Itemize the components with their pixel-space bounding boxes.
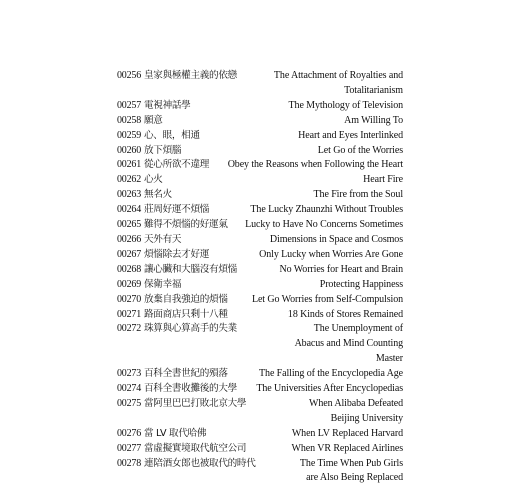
toc-entry	[117, 263, 403, 278]
toc-entry	[117, 129, 403, 144]
chinese-title: 天外有天	[144, 233, 182, 245]
entry-number: 00256	[117, 70, 142, 81]
toc-entry	[117, 308, 403, 323]
english-title: Obey the Reasons when Following the Heart	[227, 159, 403, 171]
toc-entry	[117, 293, 403, 308]
entry-number: 00270	[117, 293, 142, 305]
chinese-title: 電視神話學	[144, 99, 191, 111]
english-title: Lucky to Have No Concerns Sometimes	[245, 219, 403, 231]
entry-number: 00275	[117, 397, 142, 409]
english-title: When Alibaba Defeated Beijing University	[309, 397, 403, 424]
toc-entry	[117, 158, 403, 173]
toc-entry	[117, 442, 403, 457]
toc-entry	[117, 382, 403, 397]
entry-number: 00274	[117, 383, 142, 395]
toc-entry	[117, 114, 403, 129]
chinese-title: 連陪酒女郎也被取代的時代	[144, 457, 256, 469]
english-title: Let Go Worries from Self-Compulsion	[251, 293, 403, 305]
entry-number: 00262	[117, 174, 142, 186]
english-title: Dimensions in Space and Cosmos	[269, 233, 403, 245]
table-of-contents	[117, 69, 403, 486]
entry-number: 00258	[117, 114, 142, 126]
english-title: No Worries for Heart and Brain	[279, 263, 403, 275]
english-title: Heart Fire	[363, 174, 403, 186]
toc-entry	[117, 248, 403, 263]
chinese-title: 心火	[144, 174, 163, 186]
chinese-title: 當虛擬實境取代航空公司	[144, 442, 247, 454]
chinese-title: 煩惱除去才好運	[144, 248, 210, 260]
entry-number: 00257	[117, 99, 142, 111]
toc-entry	[117, 278, 403, 293]
chinese-title: 珠算與心算高手的失業	[144, 323, 237, 335]
entry-number: 00268	[117, 263, 142, 275]
chinese-title: 路面商店只剩十八種	[144, 308, 228, 320]
entry-number: 00277	[117, 442, 142, 454]
toc-entry	[117, 99, 403, 114]
entry-number: 00261	[117, 159, 142, 171]
english-title: Let Go of the Worries	[317, 144, 403, 156]
chinese-title: 當阿里巴巴打敗北京大學	[144, 397, 247, 409]
english-title: The Unemployment of Abacus and Mind Counting Master	[294, 323, 403, 365]
entry-number: 00269	[117, 278, 142, 290]
chinese-title: 放下煩腦	[144, 144, 182, 156]
toc-entry	[117, 173, 403, 188]
entry-number: 00265	[117, 219, 142, 231]
english-title: When LV Replaced Harvard	[291, 427, 403, 439]
chinese-title: 保衛幸福	[144, 278, 182, 290]
chinese-title: 無名火	[144, 189, 172, 201]
chinese-title: 從心所欲不違理	[144, 159, 210, 171]
english-title: The Falling of the Encyclopedia Age	[259, 368, 403, 380]
chinese-title: 百科全書收攤後的大學	[144, 383, 237, 395]
chinese-title: 心、眼，相通	[144, 129, 200, 141]
chinese-title: 百科全書世紀的殞落	[144, 368, 228, 380]
entry-number: 00264	[117, 204, 142, 216]
entry-number: 00271	[117, 308, 142, 320]
chinese-title: 皇家與極權主義的依戀	[144, 70, 237, 81]
toc-entry	[117, 322, 403, 367]
chinese-title: 莊周好運不煩惱	[144, 204, 210, 216]
entry-number: 00267	[117, 248, 142, 260]
entry-number: 00273	[117, 368, 142, 380]
english-title: The Attachment of Royalties and Totalitarianism	[273, 70, 403, 96]
english-title: When VR Replaced Airlines	[291, 442, 403, 454]
entry-number: 00272	[117, 323, 142, 335]
chinese-title: 放棄自我強迫的煩惱	[144, 293, 228, 305]
chinese-title: 願意	[144, 114, 163, 126]
entry-number: 00276	[117, 427, 142, 439]
english-title: The Lucky Zhaunzhi Without Troubles	[250, 204, 403, 216]
english-title: 18 Kinds of Stores Remained	[287, 308, 403, 320]
toc-entry	[117, 69, 403, 99]
toc-entry	[117, 188, 403, 203]
english-title: The Universities After Encyclopedias	[256, 383, 403, 395]
toc-entry	[117, 457, 403, 487]
toc-entry	[117, 397, 403, 427]
chinese-title: 讓心臟和大腦沒有煩惱	[144, 263, 237, 275]
chinese-title: 當 LV 取代哈佛	[144, 427, 207, 439]
entry-number: 00266	[117, 233, 142, 245]
toc-entry	[117, 203, 403, 218]
english-title: Protecting Happiness	[319, 278, 403, 290]
english-title: Only Lucky when Worries Are Gone	[259, 248, 403, 260]
entry-number: 00263	[117, 189, 142, 201]
toc-entry	[117, 367, 403, 382]
toc-entry	[117, 427, 403, 442]
english-title: Heart and Eyes Interlinked	[298, 129, 403, 141]
english-title: Am Willing To	[344, 114, 403, 126]
toc-entry	[117, 218, 403, 233]
toc-entry	[117, 233, 403, 248]
entry-number: 00260	[117, 144, 142, 156]
entry-number: 00278	[117, 457, 142, 469]
entry-number: 00259	[117, 129, 142, 141]
chinese-title: 難得不煩惱的好運氣	[144, 219, 228, 231]
english-title: The Fire from the Soul	[313, 189, 403, 201]
toc-entry	[117, 144, 403, 159]
english-title: The Time When Pub Girls are Also Being Replaced	[299, 457, 403, 484]
english-title: The Mythology of Television	[288, 99, 403, 111]
